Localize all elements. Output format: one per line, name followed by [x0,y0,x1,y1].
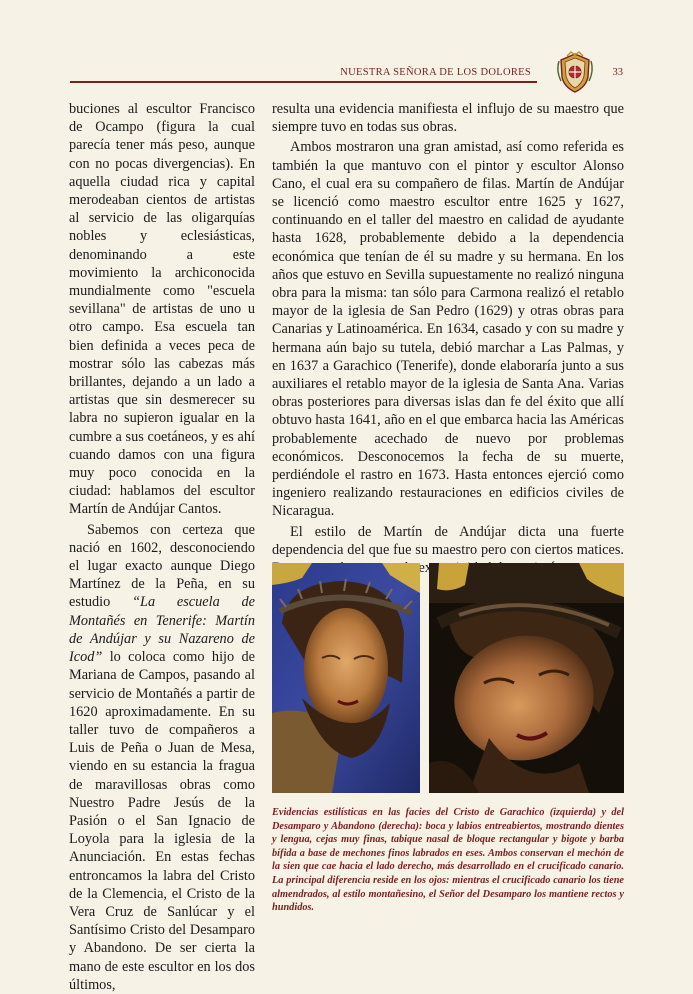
page-header [70,60,623,94]
study-title: “La escuela de Montañés en Tenerife: Martín de Andújar y su Nazareno de Icod” [69,594,255,666]
right-column [272,100,624,577]
left-column [69,100,255,994]
header-rule [70,81,537,83]
paragraph-text: lo coloca como hijo de Mariana de Campos, pasando al servicio de Montañés a partir de 1620 aproximadamente. En su taller tuvo de compañeros a Luis de Peña o Juan de Mesa, viendo en su estancia la fragua de maravillosas obras como Nuestro Padre Jesús de la Pasión o el San Ignacio de Loyola para la iglesia de la Anunciación. En estas fechas entroncamos la labra del Cristo de la Clemencia, el Cristo de la Vera Cruz de Sanlúcar y el Santísimo Cristo del Desamparo y Abandono. De ser cierta la mano de este escultor en los dos últimos, [69,649,255,993]
figure-photos [272,563,624,793]
page-number: 33 [612,67,623,78]
right-paragraph-2: Ambos mostraron una gran amistad, así como referida es también la que mantuvo con el pintor y escultor Alonso Cano, el cual era su compañero de filas. Martín de Andújar se licenció como maestro escultor entre 1625 y 1627, continuando en el taller del maestro en calidad de ayudante hasta 1628, probablemente debido a la dependencia económica que tenían de él su madre y su hermana. En los años que estuvo en Sevilla supuestamente no realizó ninguna obra para la misma: tan sólo para Carmona realizó el retablo mayor de la iglesia de San Pedro (1629) y otras obras para Canarias y Latinoamérica. En 1634, casado y con su madre y hermana aún bajo su tutela, debió marchar a Las Palmas, y en 1637 a Garachico (Tenerife), donde elaboraría junto a sus auxiliares el retablo mayor de la iglesia de Santa Ana. Varias obras posteriores para diversas islas dan fe del éxito que allí obtuvo hasta 1641, año en el que embarca hacia las Américas probablemente acechado de nuevo por problemas económicos. Desconocemos la fecha de su muerte, perdiéndole el rastro en 1673. Hasta entonces ejerció como ingeniero realizando restauraciones en edificios civiles de Nicaragua. [272,139,624,520]
photo-cristo-desamparo [429,563,624,793]
running-title: NUESTRA SEÑORA DE LOS DOLORES [340,67,531,78]
photo-cristo-garachico [272,563,420,793]
figure-caption: Evidencias estilísticas en las facies del Cristo de Garachico (izquierda) y del Desamparo y Abandono (derecha): boca y labios entreabiertos, mostrando dientes y lengua, cejas muy finas, tabique nasal de bloque rectangular y bigote y barba bífida a base de mechones finos labrados en eses. Ambos conservan el mechón de la sien que cae hacia el lado derecho, más desarrollado en el crucificado canario. La principal diferencia reside en los ojos: mientras el crucificado canario los tiene almendrados, al estilo montañesino, el Señor del Desamparo los mantiene rectos y hundidos. [272,807,624,914]
left-paragraph-2 [69,521,255,994]
paragraph-text: Sabemos con certeza que nació en 1602, desconociendo el lugar exacto aunque Diego Martínez de la Peña, en su estudio [69,521,255,611]
brotherhood-crest-icon [555,51,595,95]
left-paragraph-1: buciones al escultor Francisco de Ocampo (figura la cual parecía tener más peso, aunque con no pocas divergencias). En aquella ciudad rica y capital merodeaban cientos de artistas al servicio de las oligarquías nobles y eclesiásticas, denominando a este movimiento la archiconocida mundialmente como "escuela sevillana" de artistas de uno u otro campo. Esa escuela tan bien definida a veces peca de mostrar sólo las cabezas más brillantes, dejando a un lado a artistas que sin desmerecer su labra no supieron igualar en la cumbre a sus coetáneos, y es ahí cuando damos con una figura muy poco conocida en la ciudad: hablamos del escultor Martín de Andújar Cantos. [69,101,255,518]
right-paragraph-1: resulta una evidencia manifiesta el influjo de su maestro que siempre tuvo en todas sus obras. [272,101,624,136]
right-paragraph-3: El estilo de Martín de Andújar dicta una fuerte dependencia del que fue su maestro pero con ciertos matices. [272,523,624,558]
